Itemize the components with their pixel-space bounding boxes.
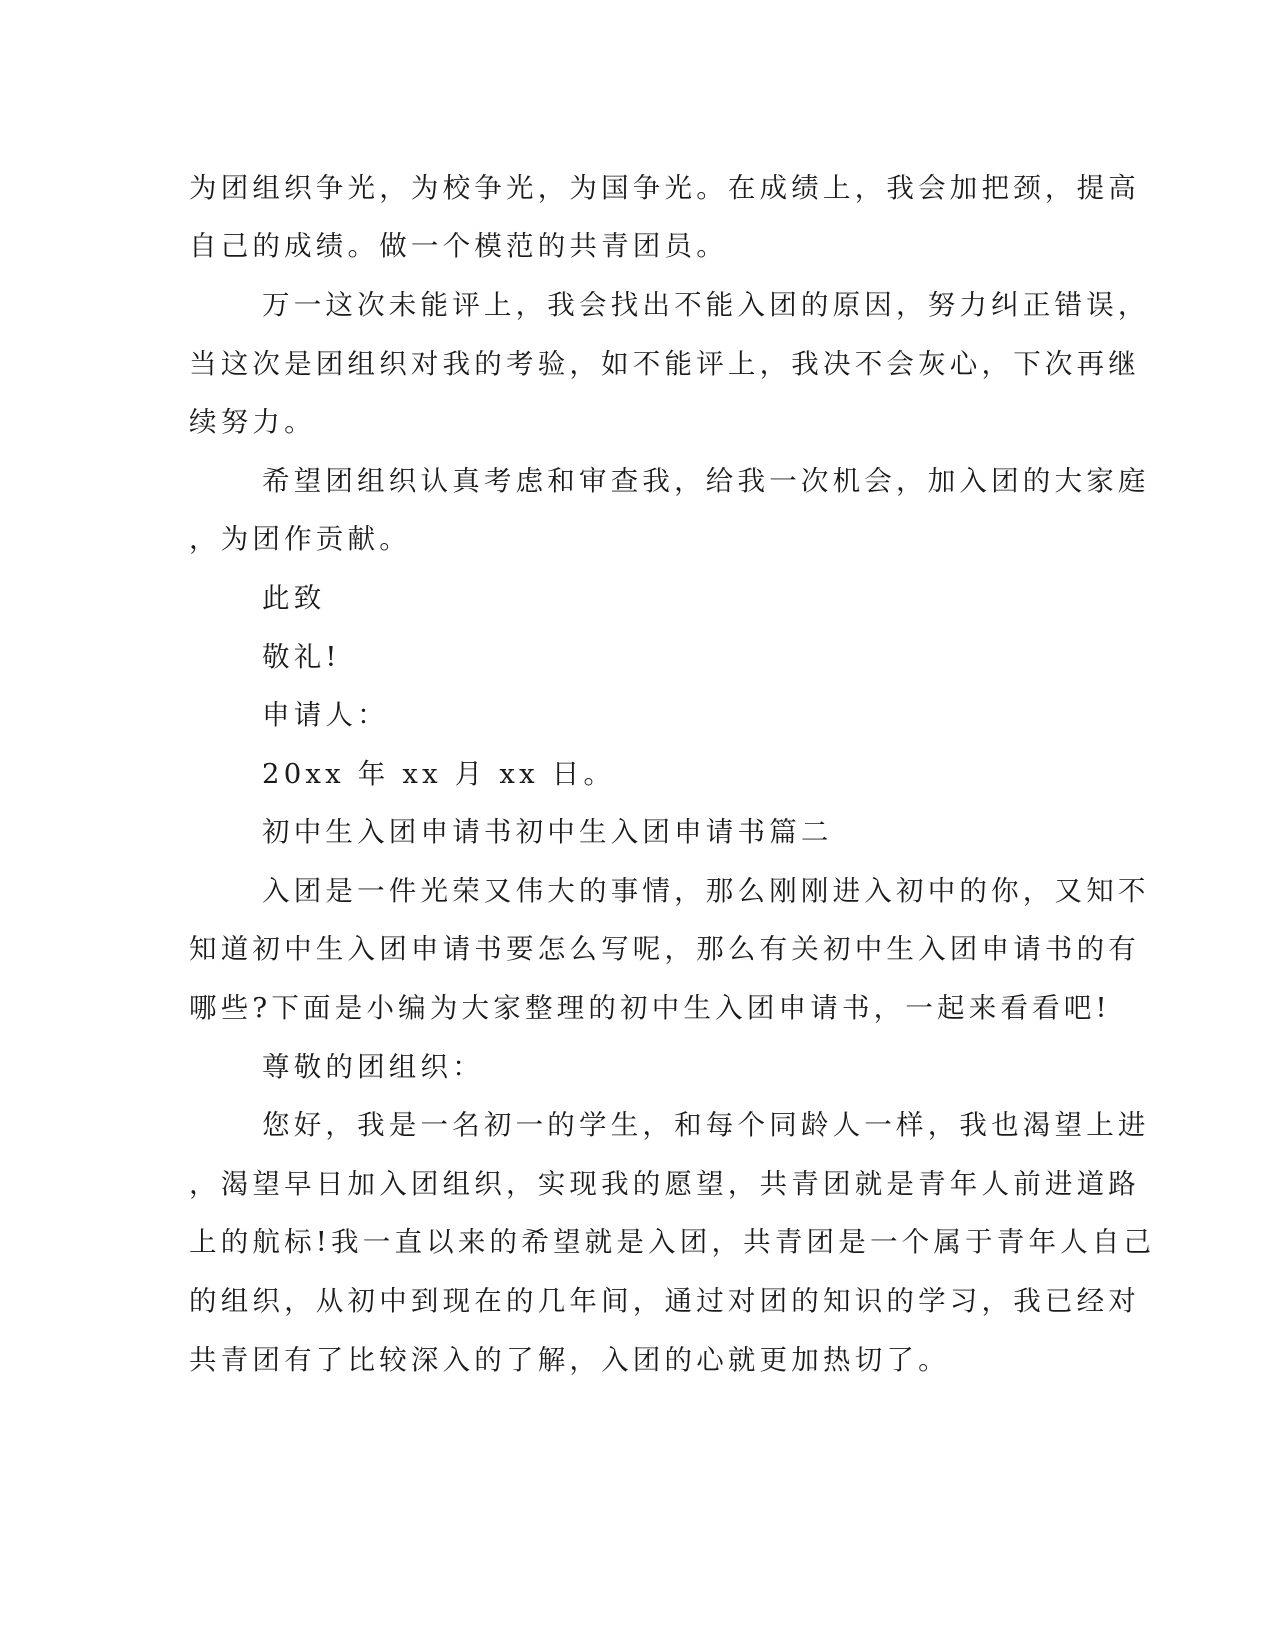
text-line: 自己的成绩。做一个模范的共青团员。 [189,230,728,262]
text-line: 您好，我是一名初一的学生，和每个同龄人一样，我也渴望上进 [262,1109,1150,1141]
closing-salutation: 此致 [262,582,326,614]
applicant-label: 申请人： [262,699,389,731]
section-heading: 初中生入团申请书初中生入团申请书篇二 [262,816,833,848]
text-line: 的组织，从初中到现在的几年间，通过对团的知识的学习，我已经对 [189,1285,1140,1317]
text-line: 希望团组织认真考虑和审查我，给我一次机会，加入团的大家庭 [262,465,1150,497]
text-line: 上的航标!我一直以来的希望就是入团，共青团是一个属于青年人自己 [189,1226,1156,1258]
closing-regards: 敬礼! [262,641,341,673]
date-line: 20xx 年 xx 月 xx 日。 [262,758,616,790]
text-line: 入团是一件光荣又伟大的事情，那么刚刚进入初中的你，又知不 [262,875,1150,907]
text-line: 当这次是团组织对我的考验，如不能评上，我决不会灰心，下次再继 [189,348,1140,380]
greeting-line: 尊敬的团组织： [262,1051,484,1083]
text-line: ，为团作贡献。 [189,523,411,555]
text-line: ，渴望早日加入团组织，实现我的愿望，共青团就是青年人前进道路 [189,1168,1140,1200]
text-line: 万一这次未能评上，我会找出不能入团的原因，努力纠正错误， [262,289,1150,321]
text-line: 哪些?下面是小编为大家整理的初中生入团申请书，一起来看看吧! [189,992,1111,1024]
text-line: 知道初中生入团申请书要怎么写呢，那么有关初中生入团申请书的有 [189,933,1140,965]
text-line: 共青团有了比较深入的了解，入团的心就更加热切了。 [189,1344,950,1376]
text-line: 为团组织争光，为校争光，为国争光。在成绩上，我会加把颈，提高 [189,172,1140,204]
text-line: 续努力。 [189,406,316,438]
